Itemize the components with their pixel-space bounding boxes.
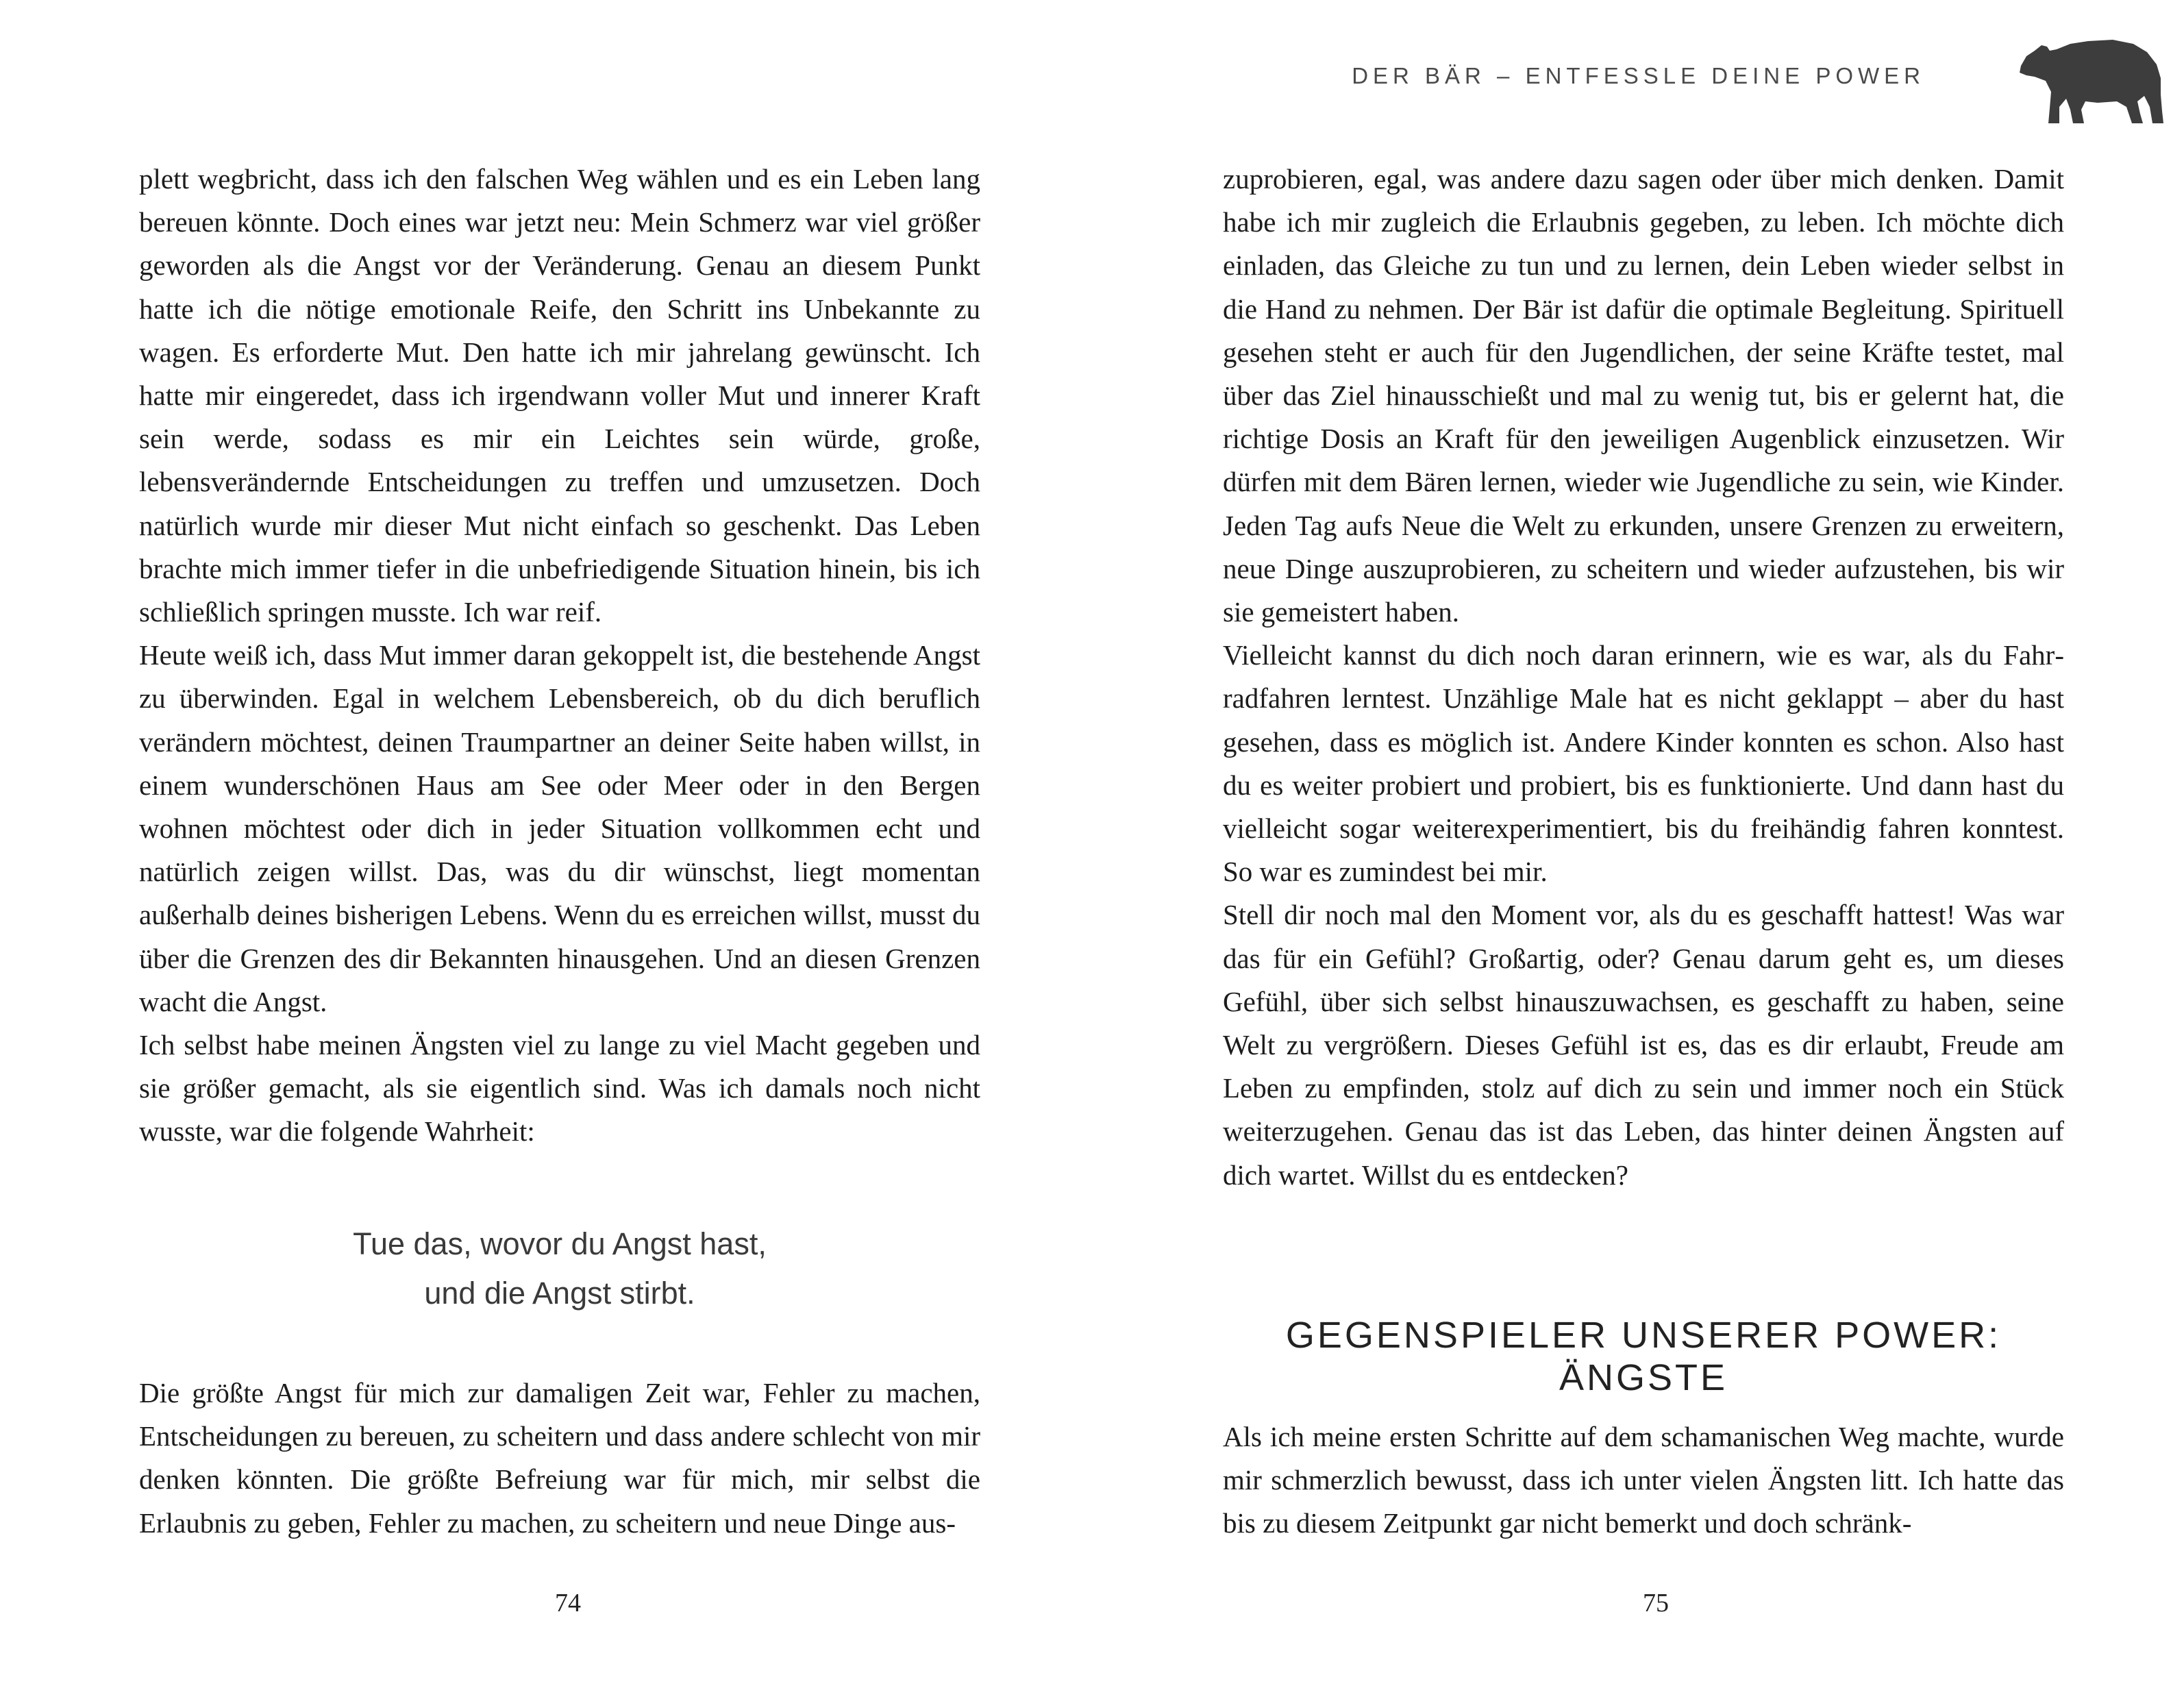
paragraph: Vielleicht kannst du dich noch daran erinnern, wie es war, als du Fahrradfahren lerntest. Unzählige Male hat es nicht geklappt – aber du hast gesehen, dass es möglich ist. Andere Kinder konnten es schon. Also hast du es weiter probiert und probiert, bis es funktionierte. Und dann hast du vielleicht sogar weiterexperimentiert, bis du freihändig fahren konntest. So war es zumindest bei mir. <box>1223 639 2064 888</box>
running-header: DER BÄR – ENTFESSLE DEINE POWER <box>1352 63 1925 88</box>
paragraph: Stell dir noch mal den Moment vor, als du es geschafft hattest! Was war das für ein Gefühl? Großartig, oder? Genau darum geht es, um dieses Gefühl, über sich selbst hinauszuwachsen, es geschafft zu haben, seine Welt zu vergrößern. Dieses Gefühl ist es, das es dir erlaubt, Freude am Leben zu empfinden, stolz auf dich zu sein und immer noch ein Stück weiterzugehen. Genau das ist das Leben, das hinter deinen Ängsten auf dich wartet. Willst du es entdecken? <box>1223 899 2064 1191</box>
bear-icon <box>2017 36 2165 126</box>
page-number: 75 <box>1643 1589 1669 1617</box>
right-text-block-top <box>1223 158 2064 1197</box>
left-text-block-top <box>139 158 980 1154</box>
paragraph: Heute weiß ich, dass Mut immer daran gekoppelt ist, die bestehende Angst zu überwinden. Egal in welchem Lebensbereich, ob du dich beruflich verändern möchtest, deinen Traumpartner an deiner Seite haben willst, in einem wunderschönen Haus am See oder Meer oder in den Bergen wohnen möchtest oder dich in jeder Situation vollkommen echt und natürlich zeigen willst. Das, was du dir wünschst, liegt momentan außerhalb deines bisherigen Lebens. Wenn du es erreichen willst, musst du über die Grenzen des dir Bekannten hinausgehen. Und an diesen Grenzen wacht die Angst. <box>139 639 980 1017</box>
pull-quote <box>139 1219 980 1318</box>
paragraph: Ich selbst habe meinen Ängsten viel zu lange zu viel Macht gegeben und sie größer gemacht, als sie eigentlich sind. Was ich damals noch nicht wusste, war die folgende Wahrheit: <box>139 1029 980 1148</box>
section-heading: GEGENSPIELER UNSERER POWER: ÄNGSTE <box>1285 1315 2002 1398</box>
paragraph: plett wegbricht, dass ich den falschen Weg wählen und es ein Leben lang bereuen könnte. Doch eines war jetzt neu: Mein Schmerz war viel größer geworden als die Angst vor der Veränderung. Genau an diesem Punkt hatte ich die nötige emotionale Reife, den Schritt ins Unbekannte zu wagen. Es erforderte Mut. Den hatte ich mir jahrelang gewünscht. Ich hatte mir eingeredet, dass ich irgendwann voller Mut und innerer Kraft sein werde, sodass es mir ein Leichtes sein würde, große, lebensverändernde Entscheidungen zu treffen und umzusetzen. Doch natürlich wurde mir dieser Mut nicht einfach so geschenkt. Das Leben brachte mich immer tiefer in die unbefriedigende Situation hinein, bis ich schließlich springen musste. Ich war reif. <box>139 163 980 628</box>
left-text-block-bottom <box>139 1372 980 1545</box>
paragraph: Als ich meine ersten Schritte auf dem schamanischen Weg machte, wurde mir schmerzlich bewusst, dass ich unter vielen Ängsten litt. Ich hatte das bis zu diesem Zeitpunkt gar nicht bemerkt und doch schränk- <box>1223 1421 2064 1539</box>
right-page <box>1092 0 2184 1699</box>
right-text-block-bottom <box>1223 1415 2064 1546</box>
paragraph: Die größte Angst für mich zur damaligen Zeit war, Fehler zu machen, Entscheidungen zu bereuen, zu scheitern und dass andere schlecht von mir denken könnten. Die größte Befreiung war für mich, mir selbst die Erlaubnis zu geben, Fehler zu machen, zu scheitern und neue Dinge aus- <box>139 1377 980 1539</box>
quote-line: und die Angst stirbt. <box>424 1276 695 1311</box>
paragraph: zuprobieren, egal, was andere dazu sagen oder über mich denken. Damit habe ich mir zugleich die Erlaubnis gegeben, zu leben. Ich möchte dich einladen, das Gleiche zu tun und zu lernen, dein Leben wieder selbst in die Hand zu nehmen. Der Bär ist dafür die optimale Begleitung. Spirituell gesehen steht er auch für den Jugendlichen, der seine Kräfte testet, mal über das Ziel hinausschießt und mal zu wenig tut, bis er gelernt hat, die richtige Dosis an Kraft für den jeweiligen Augenblick einzusetzen. Wir dürfen mit dem Bären lernen, wieder wie Jugendliche zu sein, wie Kinder. Jeden Tag aufs Neue die Welt zu erkunden, unsere Grenzen zu erweitern, neue Dinge auszuprobieren, zu scheitern und wieder aufzustehen, bis wir sie gemeistert haben. <box>1223 163 2064 628</box>
page-number: 74 <box>555 1589 581 1617</box>
quote-line: Tue das, wovor du Angst hast, <box>353 1226 767 1261</box>
